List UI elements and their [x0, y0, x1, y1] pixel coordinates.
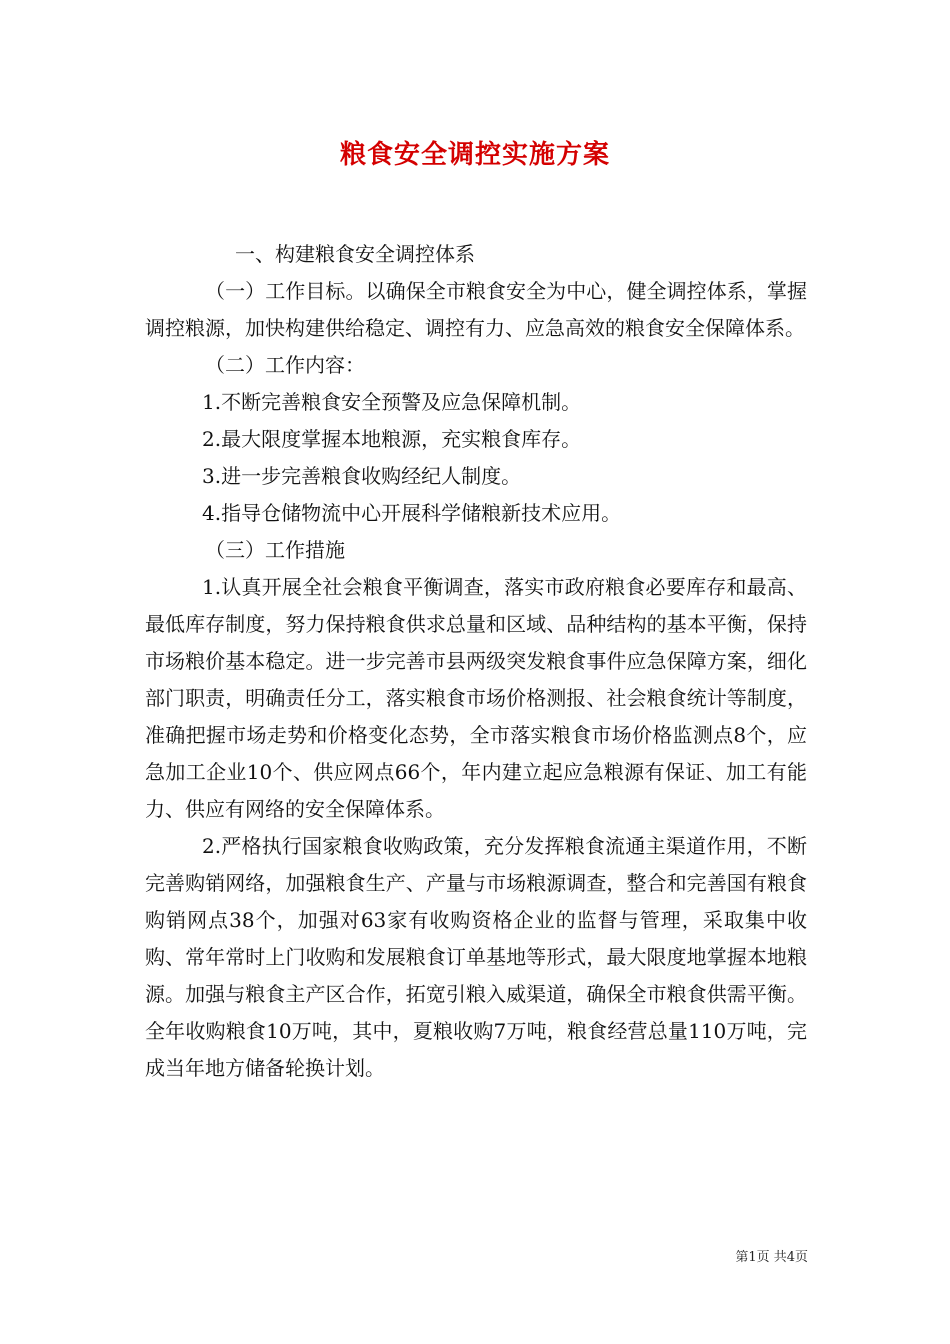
list-item: 2.最大限度掌握本地粮源，充实粮食库存。 — [202, 427, 582, 451]
measure-paragraph-1: 1.认真开展全社会粮食平衡调查，落实市政府粮食必要库存和最高、最低库存制度，努力保持粮食供求总量和区域、品种结构的基本平衡，保持市场粮价基本稳定。进一步完善市县两级突发粮食事件应急保障方案，细化部门职责，明确责任分工，落实粮食市场价格测报、社会粮食统计等制度，准确把握市场走势和价格变化态势，全市落实粮食市场价格监测点8个，应急加工企业10个、供应网点66个，年内建立起应急粮源有保证、加工有能力、供应有网络的安全保障体系。 — [145, 575, 807, 821]
page-number: 第1页 共4页 — [735, 1250, 808, 1265]
list-item: 4.指导仓储物流中心开展科学储粮新技术应用。 — [202, 501, 622, 525]
document-body — [145, 236, 807, 1087]
document-title: 粮食安全调控实施方案 — [339, 140, 610, 170]
work-goal-paragraph: （一）工作目标。以确保全市粮食安全为中心，健全调控体系，掌握调控粮源，加快构建供给稳定、调控有力、应急高效的粮食安全保障体系。 — [145, 279, 807, 340]
work-content-heading: （二）工作内容： — [205, 353, 365, 377]
list-item: 1.不断完善粮食安全预警及应急保障机制。 — [202, 390, 582, 414]
work-measures-heading: （三）工作措施 — [205, 538, 345, 562]
section-heading: 一、构建粮食安全调控体系 — [235, 242, 475, 266]
list-item: 3.进一步完善粮食收购经纪人制度。 — [202, 464, 522, 488]
measure-paragraph-2: 2.严格执行国家粮食收购政策，充分发挥粮食流通主渠道作用，不断完善购销网络，加强粮食生产、产量与市场粮源调查，整合和完善国有粮食购销网点38个，加强对63家有收购资格企业的监督与管理，采取集中收购、常年常时上门收购和发展粮食订单基地等形式，最大限度地掌握本地粮源。加强与粮食主产区合作，拓宽引粮入威渠道，确保全市粮食供需平衡。全年收购粮食10万吨，其中，夏粮收购7万吨，粮食经营总量110万吨，完成当年地方储备轮换计划。 — [145, 834, 807, 1080]
